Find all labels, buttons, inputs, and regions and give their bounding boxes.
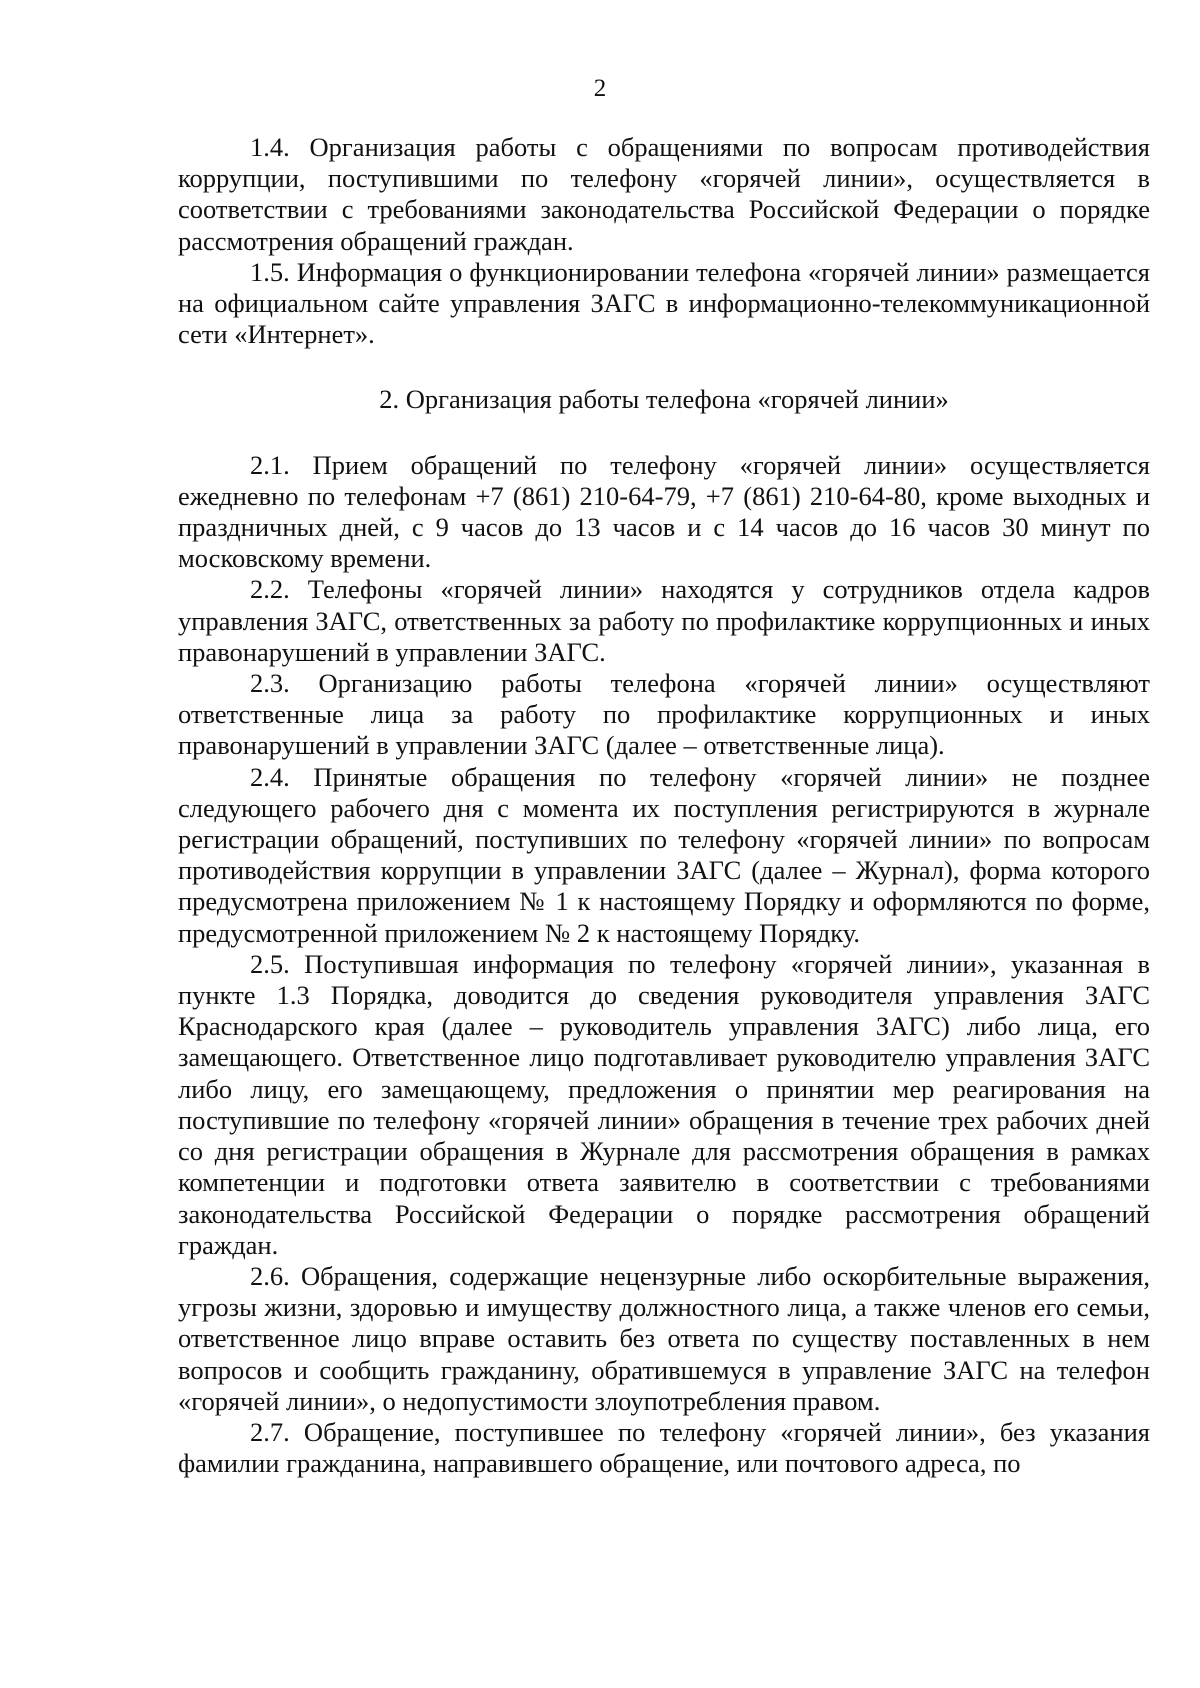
paragraph-2-6: 2.6. Обращения, содержащие нецензурные либо оскорбительные выражения, угрозы жизни, здоровью и имуществу должностного лица, а также членов его семьи, ответственное лицо вправе оставить без ответа по существу поставленных в нем вопросов и сообщить гражданину, обратившемуся в управление ЗАГС на телефон «горячей линии», о недопустимости злоупотребления правом.: [178, 1260, 1150, 1416]
paragraph-2-7: 2.7. Обращение, поступившее по телефону «горячей линии», без указания фамилии гражданина, направившего обращение, или почтового адреса, по: [178, 1416, 1150, 1479]
paragraph-2-2: 2.2. Телефоны «горячей линии» находятся у сотрудников отдела кадров управления ЗАГС, ответственных за работу по профилактике коррупционных и иных правонарушений в управлении ЗАГС.: [178, 574, 1150, 667]
paragraph-1-5: 1.5. Информация о функционировании телефона «горячей линии» размещается на официальном сайте управления ЗАГС в информационно-телекоммуникационной сети «Интернет».: [178, 256, 1150, 350]
paragraph-2-5: 2.5. Поступившая информация по телефону «горячей линии», указанная в пункте 1.3 Порядка, доводится до сведения руководителя управления ЗАГС Краснодарского края (далее – руководитель управления ЗАГС) либо лица, его замещающего. Ответственное лицо подготавливает руководителю управления ЗАГС либо лицу, его замещающему, предложения о принятии мер реагирования на поступившие по телефону «горячей линии» обращения в течение трех рабочих дней со дня регистрации обращения в Журнале для рассмотрения обращения в рамках компетенции и подготовки ответа заявителю в соответствии с требованиями законодательства Российской Федерации о порядке рассмотрения обращений граждан.: [178, 948, 1150, 1260]
section-heading: 2. Организация работы телефона «горячей линии»: [379, 384, 949, 415]
page-number: 2: [593, 75, 607, 102]
document-body: [178, 132, 1150, 1479]
paragraph-2-4: 2.4. Принятые обращения по телефону «горячей линии» не позднее следующего рабочего дня с момента их поступления регистрируются в журнале регистрации обращений, поступивших по телефону «горячей линии» по вопросам противодействия коррупции в управлении ЗАГС (далее – Журнал), форма которого предусмотрена приложением № 1 к настоящему Порядку и оформляются по форме, предусмотренной приложением № 2 к настоящему Порядку.: [178, 761, 1150, 948]
paragraph-2-3: 2.3. Организацию работы телефона «горячей линии» осуществляют ответственные лица за работу по профилактике коррупционных и иных правонарушений в управлении ЗАГС (далее – ответственные лица).: [178, 668, 1150, 761]
paragraph-2-1: 2.1. Прием обращений по телефону «горячей линии» осуществляется ежедневно по телефонам +7 (861) 210-64-79, +7 (861) 210-64-80, кроме выходных и праздничных дней, с 9 часов до 13 часов и с 14 часов до 16 часов 30 минут по московскому времени.: [178, 449, 1150, 574]
paragraph-1-4: 1.4. Организация работы с обращениями по вопросам противодействия коррупции, поступившими по телефону «горячей линии», осуществляется в соответствии с требованиями законодательства Российской Федерации о порядке рассмотрения обращений граждан.: [178, 132, 1150, 256]
